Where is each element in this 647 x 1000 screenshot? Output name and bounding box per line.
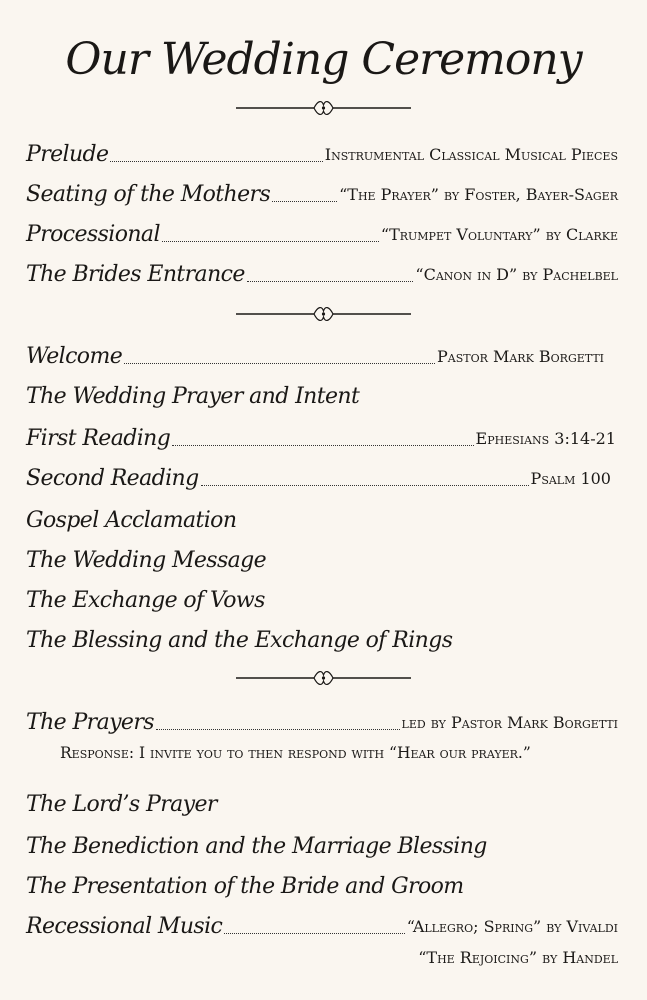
- program-item-brides-entrance: [26, 258, 618, 288]
- program-item-wedding-message: [26, 544, 618, 574]
- item-label: The Wedding Prayer and Intent: [26, 384, 360, 409]
- dot-leader: [201, 484, 529, 486]
- item-label: The Blessing and the Exchange of Rings: [26, 628, 453, 653]
- item-label: First Reading: [26, 426, 171, 451]
- dot-leader: [124, 362, 435, 364]
- item-label: The Presentation of the Bride and Groom: [26, 874, 464, 899]
- program-item-wedding-prayer: [26, 380, 618, 410]
- item-label: Prelude: [26, 142, 109, 167]
- program-item-presentation: [26, 870, 618, 900]
- dot-leader: [162, 240, 379, 242]
- item-label: The Brides Entrance: [26, 262, 245, 287]
- program-item-gospel-acclamation: [26, 504, 618, 534]
- item-label: The Lord’s Prayer: [26, 792, 217, 817]
- dot-leader: [156, 728, 400, 730]
- program-item-welcome: [26, 340, 604, 370]
- program-item-blessing-rings: [26, 624, 618, 654]
- item-label: Gospel Acclamation: [26, 508, 237, 533]
- program-item-lords-prayer: [26, 788, 618, 818]
- item-label: Recessional Music: [26, 914, 223, 939]
- item-label: Welcome: [26, 344, 123, 369]
- program-item-recessional: [26, 910, 618, 940]
- item-detail: “Trumpet Voluntary” by Clarke: [380, 225, 618, 244]
- item-detail: Instrumental Classical Musical Pieces: [324, 145, 618, 164]
- program-item-exchange-of-vows: [26, 584, 618, 614]
- item-detail: Psalm 100: [530, 469, 611, 488]
- prayer-response: Response: I invite you to then respond with “Hear our prayer.”: [60, 744, 531, 762]
- program-title: Our Wedding Ceremony: [65, 34, 582, 85]
- item-label: The Prayers: [26, 710, 154, 735]
- item-label: The Exchange of Vows: [26, 588, 265, 613]
- item-label: Processional: [26, 222, 160, 247]
- item-label: The Wedding Message: [26, 548, 267, 573]
- dot-leader: [247, 280, 414, 282]
- program-item-prelude: [26, 138, 618, 168]
- program-item-benediction: [26, 830, 618, 860]
- recessional-second-piece: “The Rejoicing” by Handel: [418, 948, 618, 967]
- program-item-second-reading: [26, 462, 611, 492]
- item-label: Second Reading: [26, 466, 199, 491]
- ornament-divider: [236, 98, 411, 118]
- dot-leader: [224, 932, 404, 934]
- ornament-divider: [236, 668, 411, 688]
- item-detail: “Canon in D” by Pachelbel: [415, 265, 618, 284]
- program-item-processional: [26, 218, 618, 248]
- item-detail: Pastor Mark Borgetti: [437, 347, 604, 366]
- ornament-divider: [236, 304, 411, 324]
- program-item-first-reading: [26, 422, 616, 452]
- item-label: Seating of the Mothers: [26, 182, 271, 207]
- item-detail: “The Prayer” by Foster, Bayer-Sager: [339, 185, 618, 204]
- program-item-prayers: [26, 706, 618, 736]
- dot-leader: [272, 200, 337, 202]
- item-label: The Benediction and the Marriage Blessing: [26, 834, 487, 859]
- item-detail: Ephesians 3:14-21: [475, 429, 616, 448]
- dot-leader: [172, 444, 473, 446]
- item-detail: “Allegro; Spring” by Vivaldi: [406, 917, 618, 936]
- item-detail: led by Pastor Mark Borgetti: [401, 713, 618, 732]
- program-item-seating: [26, 178, 618, 208]
- dot-leader: [110, 160, 322, 162]
